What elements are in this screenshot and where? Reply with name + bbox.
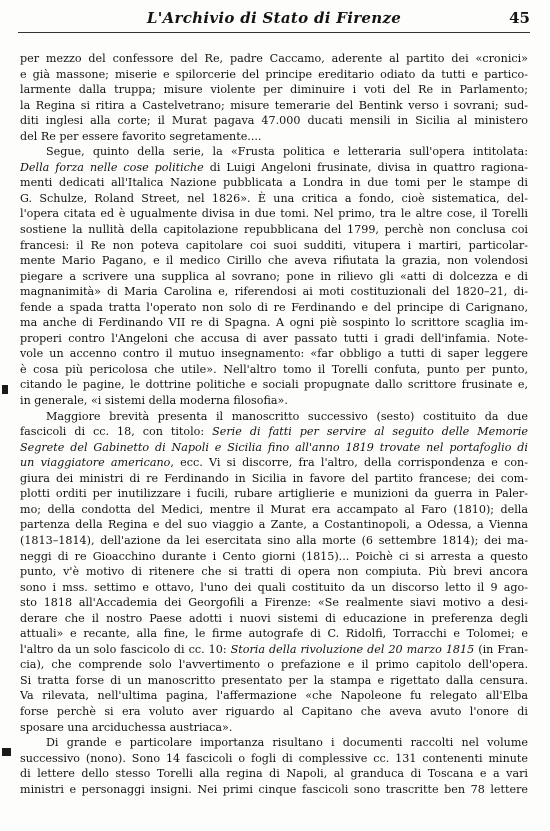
margin-mark [2,385,8,394]
text-run: di Luigi Angeloni frusinate, divisa in quattro ragiona- [203,160,528,174]
text-line: mo; della condotta del Medici, mentre il Murat era accampato al Faro (1810); della [20,502,528,516]
text-line: ma anche di Ferdinando VII re di Spagna. A ogni piè sospinto lo scrittore scaglia im- [20,316,528,330]
text-line: properi contro l'Angeloni che accusa di aver passato tutti i gradi dell'infamia. Note- [20,331,528,345]
text-line: e già massone; miserie e spilorcerie del principe ereditario odiato da tutti e partico- [20,67,528,81]
text-line: vole un accenno contro il mutuo insegnamento: «far obbligo a tutti di saper leggere [20,347,528,361]
text-line: di lettere dello stesso Torelli alla regina di Napoli, al granduca di Toscana e a vari [20,767,528,781]
text-line [20,440,528,456]
text-line: sono i mss. settimo e ottavo, l'uno dei quali costituito da un discorso letto il 9 ago- [20,580,528,594]
text-line: Si tratta forse di un manoscritto presentato per la stampa e rigettato dalla censura. [20,673,528,687]
text-line: Va rilevata, nell'ultima pagina, l'affermazione «che Napoleone fu relegato all'Elba [20,689,528,703]
running-title: L'Archivio di Stato di Firenze [146,9,402,27]
text-line [20,642,528,658]
text-run: l'altro da un solo fascicolo di cc. 10: [20,642,231,656]
text-line: mente Mario Pagano, e il medico Cirillo che aveva rifiutata la grazia, non volendosi [20,254,528,268]
text-line: cia), che comprende solo l'avvertimento o prefazione e il primo capitolo dell'opera. [20,658,528,672]
page-number: 45 [509,9,530,27]
text-line: derare che il nostro Paese adotti i nuovi sistemi di educazione in preferenza degli [20,611,528,625]
text-run: , ecc. Vi si discorre, fra l'altro, della corrispondenza e con- [170,456,528,470]
text-line: sostiene la nullità della capitolazione repubblicana del 1799, perchè non conclusa coi [20,223,528,237]
text-line: neggi di re Gioacchino durante i Cento giorni (1815)... Poichè ci si arresta a questo [20,549,528,563]
text-line: partenza della Regina e del suo viaggio a Zante, a Costantinopoli, a Odessa, a Vienna [20,518,528,532]
text-line [20,424,528,440]
text-line: plotti orditi per inutilizzare i fucili, rubare artiglierie e munizioni da guerra in Paler- [20,487,528,501]
italic-run: un viaggiatore americano [20,456,171,470]
text-line: diti inglesi alla corte; il Murat pagava 47.000 ducati mensili in Sicilia al ministero [20,114,528,128]
text-line: (1813–1814), dell'azione da lei esercitata sino alla morte (6 settembre 1814); dei ma- [20,533,528,547]
text-line: menti dedicati all'Italica Nazione pubblicata a Londra in due tomi per le stampe di [20,176,528,190]
text-line: punto, v'è motivo di ritenere che si tratti di opera non compiuta. Più brevi ancora [20,565,528,579]
text-run: fascicoli di cc. 18, con titolo: [20,425,213,439]
text-line: l'opera citata ed è ugualmente divisa in due tomi. Nel primo, tra le altre cose, il Torelli [20,207,528,221]
text-line: ministri e personaggi insigni. Nei primi cinque fascicoli sono trascritte ben 78 lettere [20,782,528,796]
body-text [20,51,528,797]
text-line: magnanimità» di Maria Carolina e, riferendosi ai moti costituzionali del 1820–21, di- [20,285,528,299]
italic-run: Segrete del Gabinetto di Napoli e Sicilia fino all'anno 1819 trovate nel portafoglio di [20,440,528,454]
text-line: fende a spada tratta l'operato non solo di re Ferdinando e del principe di Carignano, [20,300,528,314]
text-line: attuali» e recante, alla fine, le firme autografe di C. Ridolfi, Torracchi e Tolomei; e [20,627,528,641]
text-line: Di grande e particolare importanza risultano i documenti raccolti nel volume [46,736,528,750]
italic-run: Storia della rivoluzione del 20 marzo 1815 [230,642,475,656]
text-line: è cosa più pericolosa che utile». Nell'altro tomo il Torelli confuta, punto per punto, [20,362,528,376]
text-line [20,160,528,176]
page-header [18,6,530,33]
margin-mark [2,748,11,756]
text-line [20,455,528,471]
text-line: del Re per essere favorito segretamente.... [20,129,262,143]
text-line: G. Schulze, Roland Street, nel 1826». È una critica a fondo, cioè sistematica, del- [20,191,528,205]
text-line: in generale, «i sistemi della moderna filosofia». [20,394,288,408]
text-line: francesi: il Re non poteva capitolare coi suoi sudditi, vitupera i martiri, particolar- [20,238,528,252]
text-line: citando le pagine, le dottrine politiche e sociali propugnate dallo scrittore frusinate e, [20,378,528,392]
text-line: per mezzo del confessore del Re, padre Caccamo, aderente al partito dei «cronici» [20,52,528,65]
text-line: successivo (nono). Sono 14 fascicoli o fogli di complessive cc. 131 contenenti minute [20,751,528,765]
text-line: larmente dalla truppa; misure violente per diminuire i voti del Re in Parlamento; [20,83,528,97]
text-line: sposare una arciduchessa austriaca». [20,720,233,734]
text-line: forse perchè si era voluto aver riguardo al Capitano che aveva avuto l'onore di [20,704,528,718]
text-line: Segue, quinto della serie, la «Frusta politica e letteraria sull'opera intitolata: [46,145,528,159]
text-line: piegare a scrivere una supplica al sovrano; pone in rilievo gli «atti di dolcezza e di [20,269,528,283]
text-line: la Regina si ritira a Castelvetrano; misure temerarie del Bentink verso i sovrani; sud- [20,98,528,112]
text-run: (in Fran- [474,642,528,656]
text-line: giura dei ministri di re Ferdinando in Sicilia in favore del partito francese; dei com- [20,471,528,485]
italic-run: Della forza nelle cose politiche [20,160,204,174]
text-line: sto 1818 all'Accademia dei Georgofili a Firenze: «Se realmente siavi motivo a desi- [20,596,528,610]
text-line: Maggiore brevità presenta il manoscritto successivo (sesto) costituito da due [46,409,528,423]
italic-run: Serie di fatti per servire al seguito delle Memorie [212,425,528,439]
